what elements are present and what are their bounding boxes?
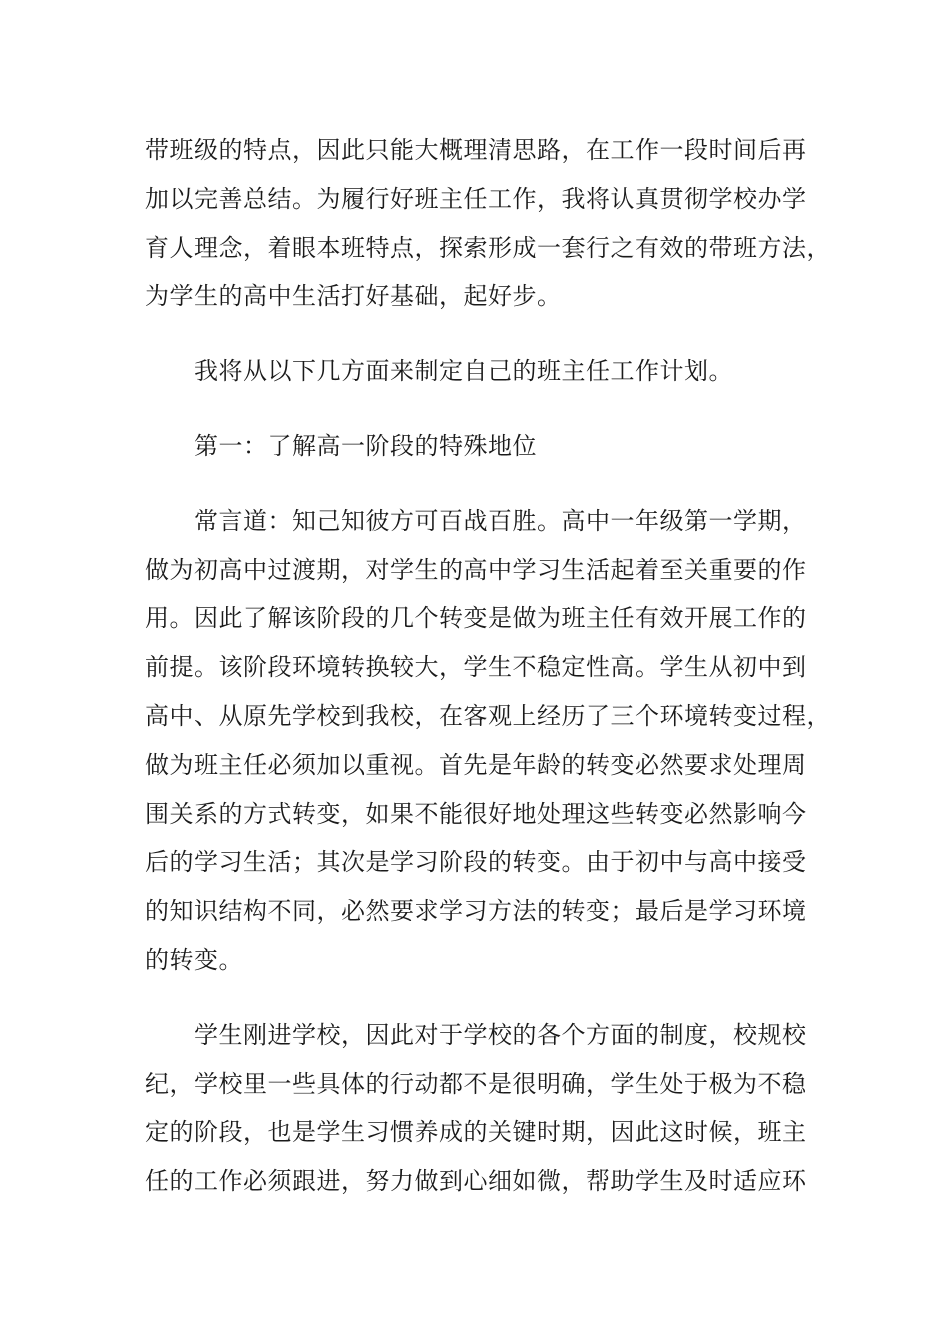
text-line: 后的学习生活；其次是学习阶段的转变。由于初中与高中接受: [145, 848, 807, 877]
paragraph-continuation: [145, 126, 831, 321]
paragraph-new-students: [145, 1011, 805, 1206]
document-body: [145, 126, 831, 1206]
paragraph-plan-intro: [145, 347, 805, 396]
paragraph-spacer: [145, 471, 805, 497]
text-line: 做为初高中过渡期，对学生的高中学习生活起着至关重要的作: [145, 555, 807, 584]
text-line: 的转变。: [145, 945, 243, 974]
text-line: 纪，学校里一些具体的行动都不是很明确，学生处于极为不稳: [145, 1069, 807, 1098]
paragraph-spacer: [145, 396, 805, 422]
text-line: 为学生的高中生活打好基础，起好步。: [145, 282, 562, 311]
paragraph-transition-period: [145, 497, 831, 985]
text-line: 学生刚进学校，因此对于学校的各个方面的制度，校规校: [194, 1020, 807, 1049]
section-heading: [145, 422, 805, 471]
paragraph-spacer: [145, 321, 805, 347]
paragraph-spacer: [145, 985, 805, 1011]
text-line: 常言道：知己知彼方可百战百胜。高中一年级第一学期，: [194, 506, 807, 535]
text-line: 的知识结构不同，必然要求学习方法的转变；最后是学习环境: [145, 897, 807, 926]
text-line: 用。因此了解该阶段的几个转变是做为班主任有效开展工作的: [145, 604, 807, 633]
text-line: 我将从以下几方面来制定自己的班主任工作计划。: [194, 357, 733, 386]
text-line: 任的工作必须跟进，努力做到心细如微，帮助学生及时适应环: [145, 1167, 807, 1196]
text-line: 定的阶段，也是学生习惯养成的关键时期，因此这时候，班主: [145, 1118, 807, 1147]
text-line: 围关系的方式转变，如果不能很好地处理这些转变必然影响今: [145, 799, 807, 828]
text-line: 育人理念，着眼本班特点，探索形成一套行之有效的带班方法，: [145, 233, 831, 262]
text-line: 高中、从原先学校到我校，在客观上经历了三个环境转变过程，: [145, 701, 831, 730]
heading-line: 第一：了解高一阶段的特殊地位: [194, 431, 537, 460]
text-line: 做为班主任必须加以重视。首先是年龄的转变必然要求处理周: [145, 750, 807, 779]
text-line: 加以完善总结。为履行好班主任工作，我将认真贯彻学校办学: [145, 184, 807, 213]
text-line: 带班级的特点，因此只能大概理清思路，在工作一段时间后再: [145, 136, 807, 164]
text-line: 前提。该阶段环境转换较大，学生不稳定性高。学生从初中到: [145, 653, 807, 682]
